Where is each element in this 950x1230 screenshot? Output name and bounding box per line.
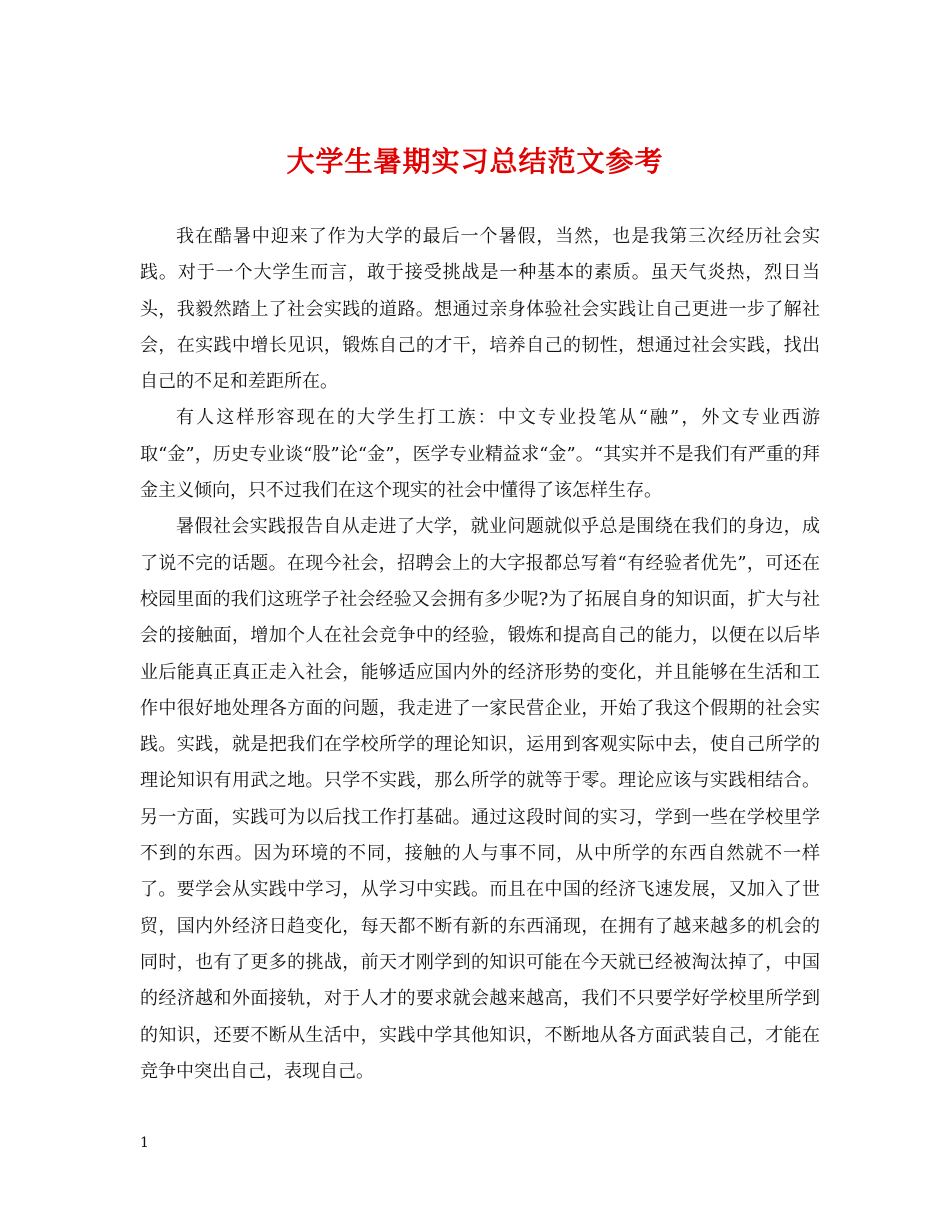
document-body bbox=[140, 219, 820, 1090]
paragraph-1: 我在酷暑中迎来了作为大学的最后一个暑假，当然，也是我第三次经历社会实践。对于一个大学生而言，敢于接受挑战是一种基本的素质。虽天气炎热，烈日当头，我毅然踏上了社会实践的道路。想通过亲身体验社会实践让自己更进一步了解社会，在实践中增长见识，锻炼自己的才干，培养自己的韧性，想通过社会实践，找出自己的不足和差距所在。 bbox=[140, 226, 820, 393]
paragraph-3: 暑假社会实践报告自从走进了大学，就业问题就似乎总是围绕在我们的身边，成了说不完的话题。在现今社会，招聘会上的大字报都总写着“有经验者优先”，可还在校园里面的我们这班学子社会经验又会拥有多少呢?为了拓展自身的知识面，扩大与社会的接触面，增加个人在社会竞争中的经验，锻炼和提高自己的能力，以便在以后毕业后能真正真正走入社会，能够适应国内外的经济形势的变化，并且能够在生活和工作中很好地处理各方面的问题，我走进了一家民营企业，开始了我这个假期的社会实践。实践，就是把我们在学校所学的理论知识，运用到客观实际中去，使自己所学的理论知识有用武之地。只学不实践，那么所学的就等于零。理论应该与实践相结合。另一方面，实践可为以后找工作打基础。通过这段时间的实习，学到一些在学校里学不到的东西。因为环境的不同，接触的人与事不同，从中所学的东西自然就不一样了。要学会从实践中学习，从学习中实践。而且在中国的经济飞速发展，又加入了世贸，国内外经济日趋变化，每天都不断有新的东西涌现，在拥有了越来越多的机会的同时，也有了更多的挑战，前天才刚学到的知识可能在今天就已经被淘汰掉了，中国的经济越和外面接轨，对于人才的要求就会越来越高，我们不只要学好学校里所学到的知识，还要不断从生活中，实践中学其他知识，不断地从各方面武装自己，才能在竞争中突出自己，表现自己。 bbox=[140, 516, 820, 1082]
document-title: 大学生暑期实习总结范文参考 bbox=[286, 145, 664, 178]
paragraph-2: 有人这样形容现在的大学生打工族：中文专业投笔从“融”，外文专业西游取“金”，历史专业谈“股”论“金”，医学专业精益求“金”。“其实并不是我们有严重的拜金主义倾向，只不过我们在这个现实的社会中懂得了该怎样生存。 bbox=[140, 407, 820, 502]
page-number: 1 bbox=[140, 1135, 149, 1151]
